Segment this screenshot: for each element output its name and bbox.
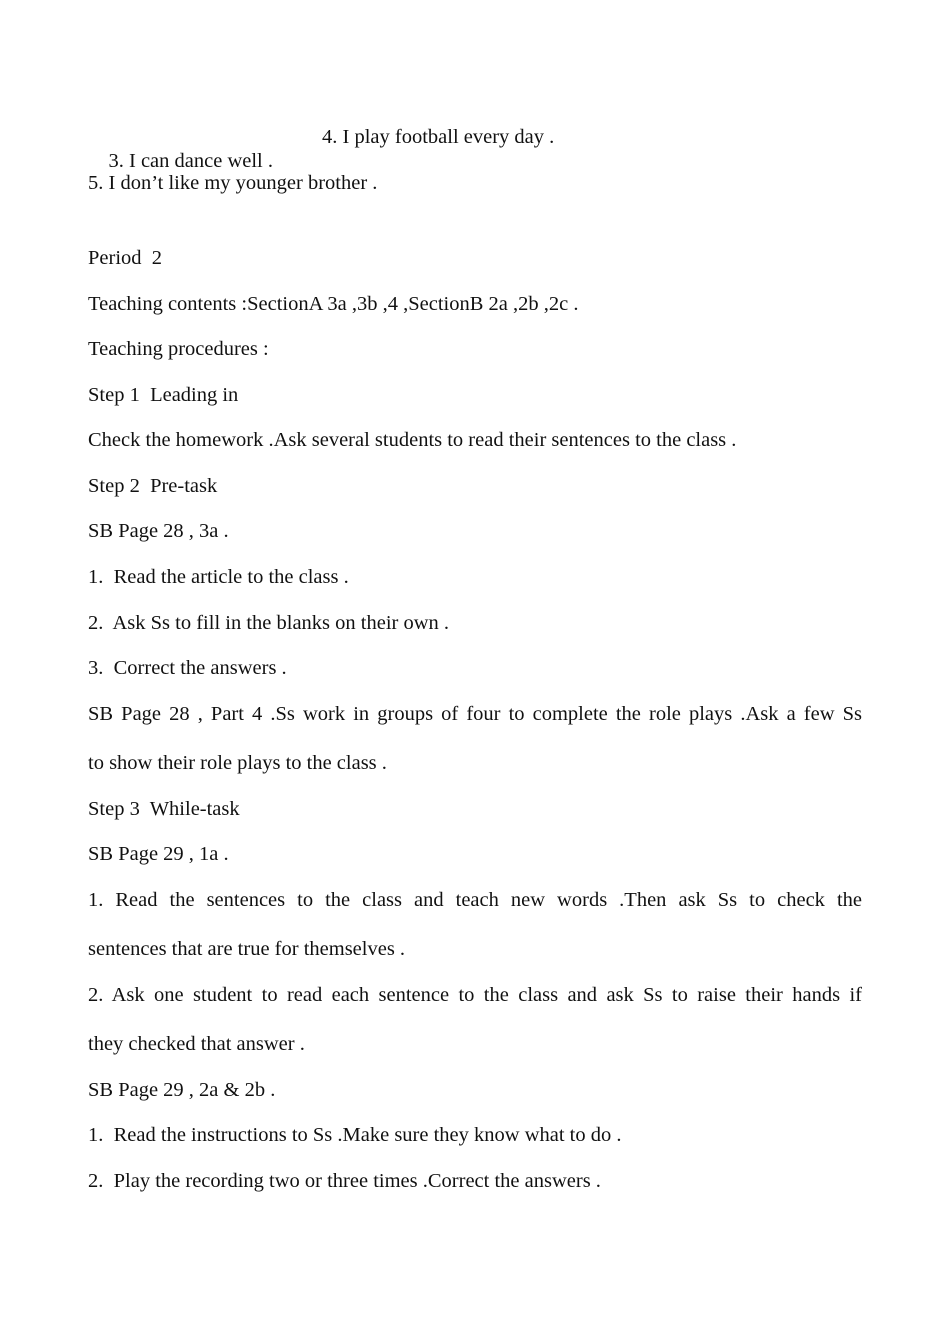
list-item: 3. Correct the answers . (88, 657, 287, 679)
sentence-4: 4. I play football every day . (322, 126, 555, 148)
paragraph-line: sentences that are true for themselves . (88, 938, 406, 960)
teaching-contents: Teaching contents :SectionA 3a ,3b ,4 ,SectionB 2a ,2b ,2c . (88, 293, 579, 315)
page-reference: SB Page 28 , 3a . (88, 520, 229, 542)
paragraph-line: they checked that answer . (88, 1033, 305, 1055)
paragraph-line: SB Page 28 , Part 4 .Ss work in groups of four to complete the role plays .Ask a few Ss (88, 703, 862, 725)
step-3-heading: Step 3 While-task (88, 798, 240, 820)
paragraph-line: to show their role plays to the class . (88, 752, 387, 774)
list-item: 1. Read the article to the class . (88, 566, 349, 588)
list-item: 1. Read the sentences to the class and teach new words .Then ask Ss to check the (88, 889, 862, 911)
list-item: 2. Play the recording two or three times .Correct the answers . (88, 1170, 601, 1192)
period-heading: Period 2 (88, 247, 163, 269)
step-2-heading: Step 2 Pre-task (88, 475, 218, 497)
sentence-3: 3. I can dance well . (108, 150, 273, 172)
step-1-heading: Step 1 Leading in (88, 384, 239, 406)
sentence-5: 5. I don’t like my younger brother . (88, 172, 378, 194)
teaching-procedures: Teaching procedures : (88, 338, 269, 360)
paragraph-line: Check the homework .Ask several students to read their sentences to the class . (88, 429, 737, 451)
page-reference: SB Page 29 , 1a . (88, 843, 229, 865)
list-item: 2. Ask one student to read each sentence to the class and ask Ss to raise their hands if (88, 984, 862, 1006)
list-item: 2. Ask Ss to fill in the blanks on their own . (88, 612, 450, 634)
page-reference: SB Page 29 , 2a & 2b . (88, 1079, 276, 1101)
list-item: 1. Read the instructions to Ss .Make sure they know what to do . (88, 1124, 622, 1146)
